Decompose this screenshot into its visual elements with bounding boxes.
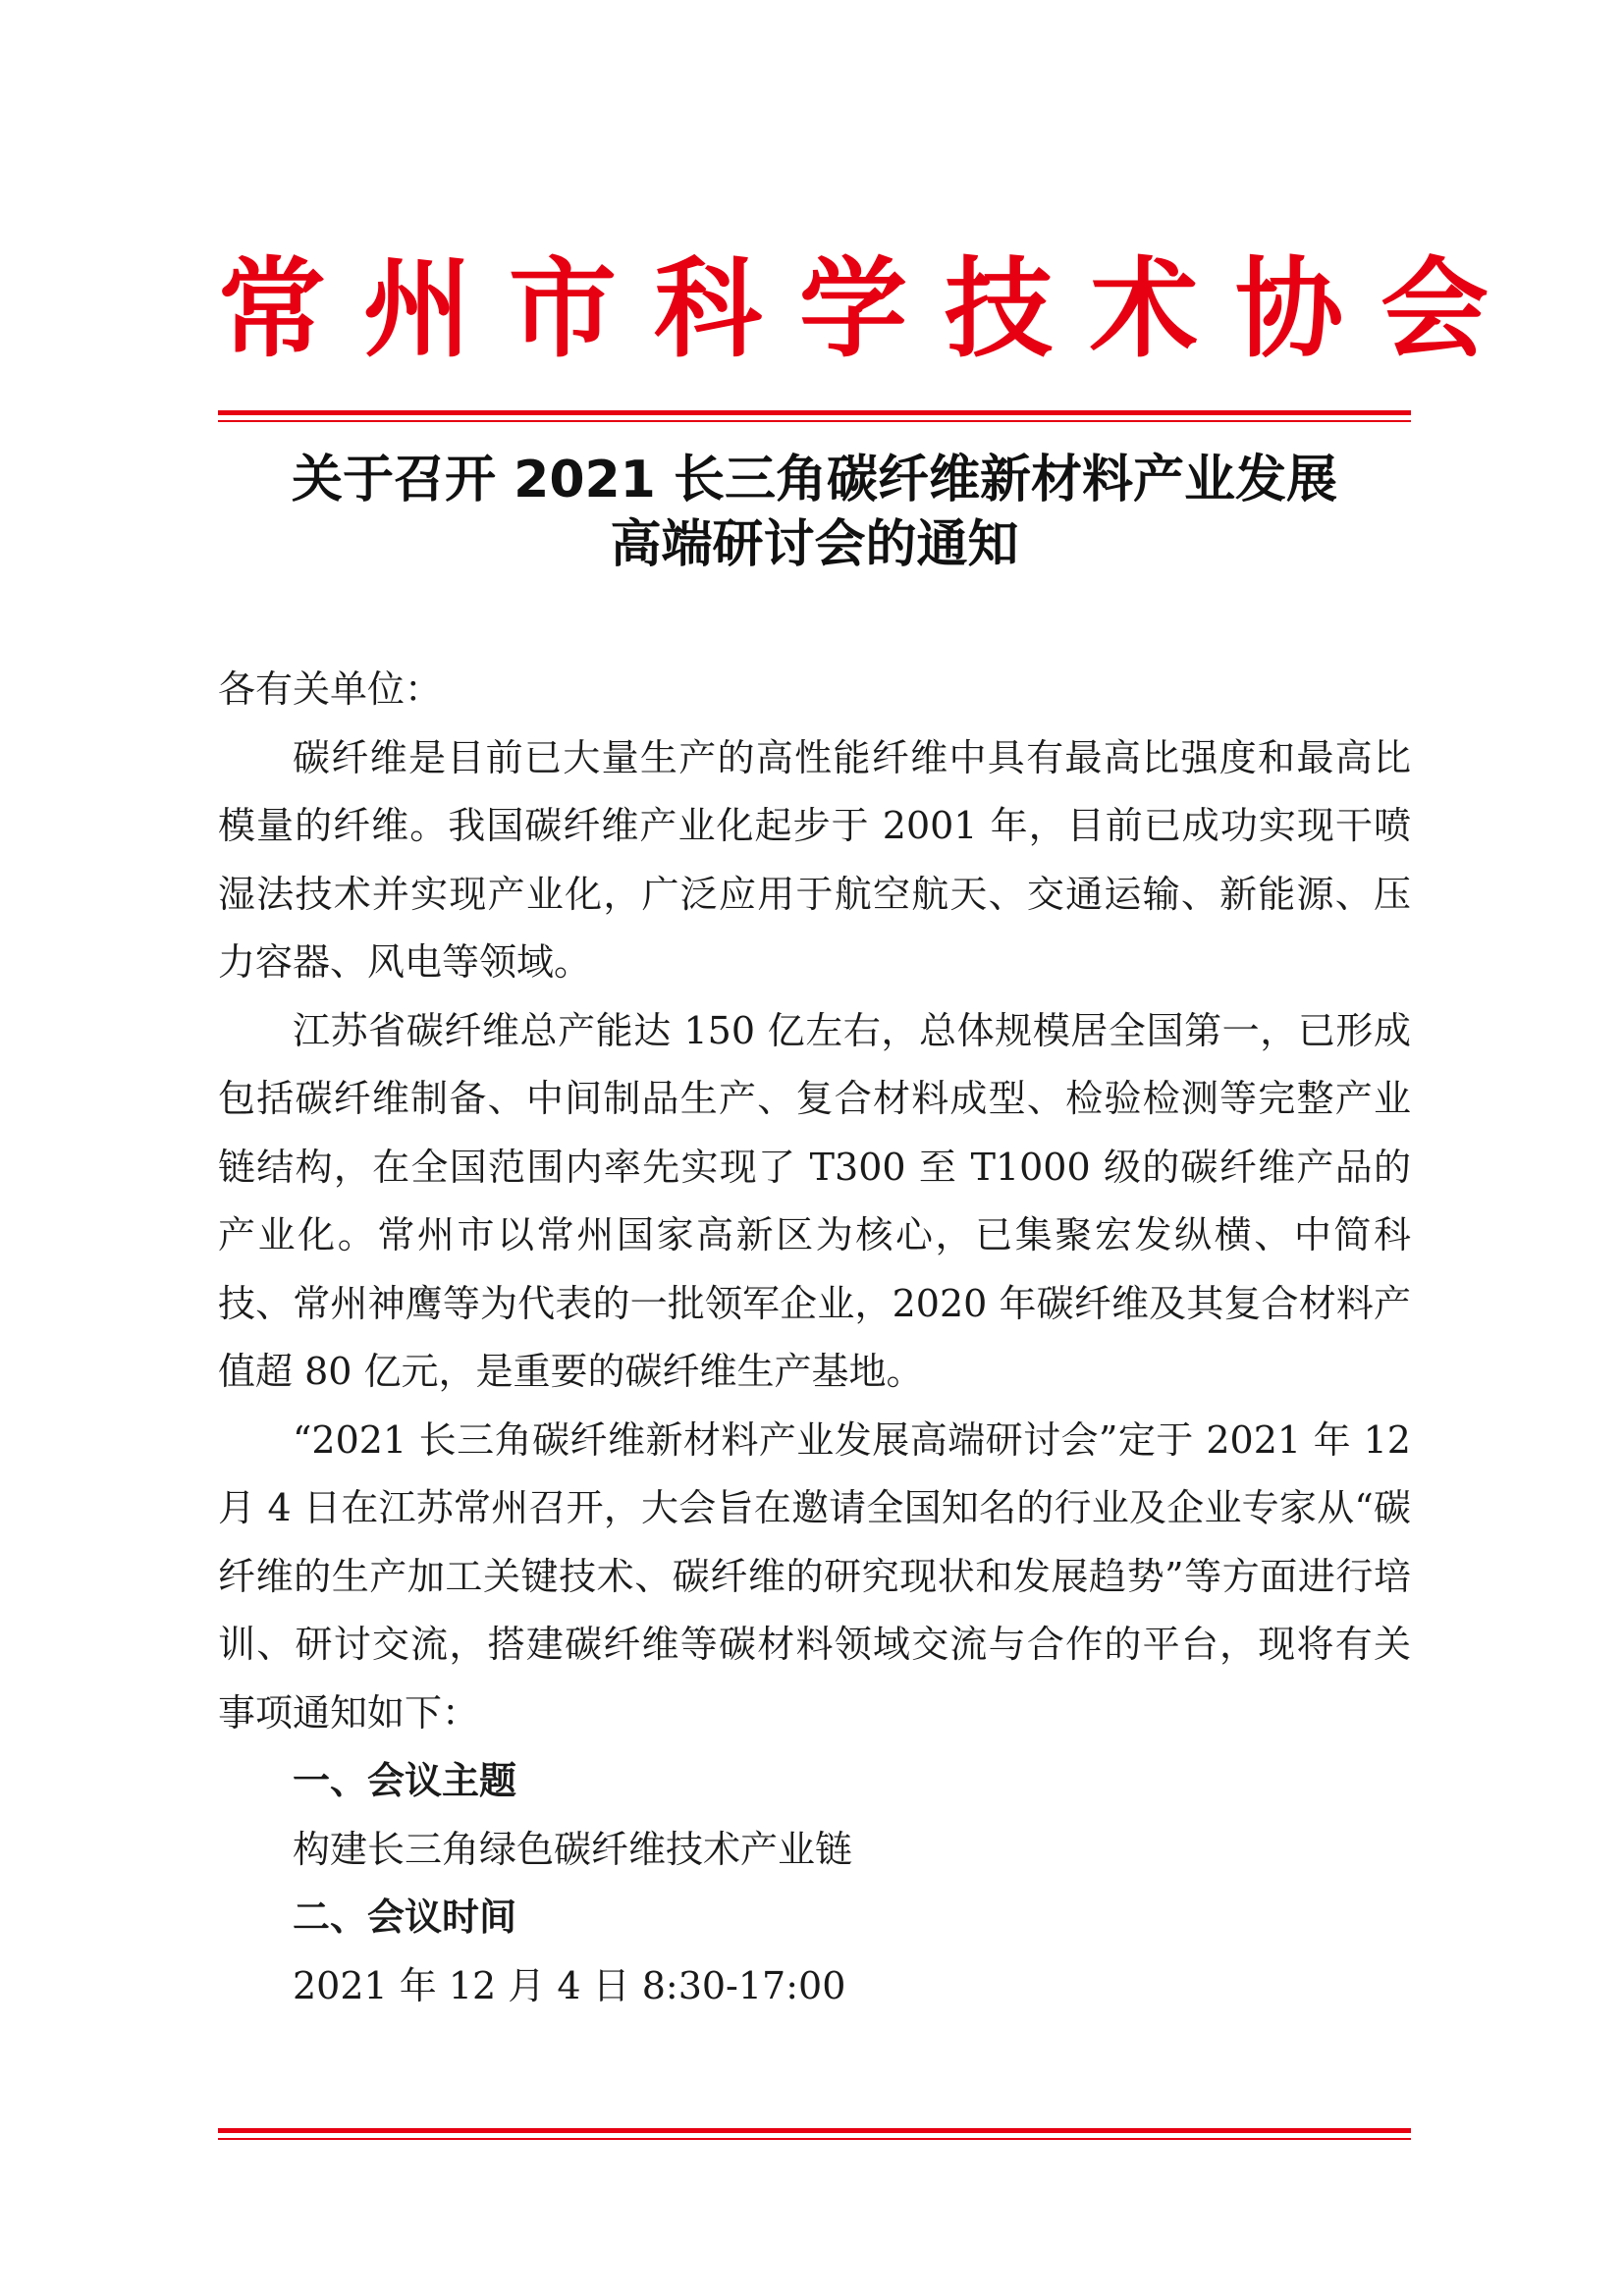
salutation: 各有关单位： <box>218 667 443 711</box>
section-content-time: 2021 年 12 月 4 日 8:30-17:00 <box>293 1963 846 2007</box>
notice-title-line-2: 高端研讨会的通知 <box>610 515 1019 574</box>
letterhead-rule-thick <box>218 410 1411 415</box>
section-content-theme: 构建长三角绿色碳纤维技术产业链 <box>293 1827 853 1871</box>
notice-body <box>218 656 1411 2020</box>
footer-rule-thick <box>218 2128 1411 2133</box>
footer-rule-thin <box>218 2138 1411 2140</box>
notice-title-line-1: 关于召开 2021 长三角碳纤维新材料产业发展 <box>292 451 1337 509</box>
section-heading-time: 二、会议时间 <box>293 1896 517 1939</box>
paragraph-carbon-fiber-intro: 碳纤维是目前已大量生产的高性能纤维中具有最高比强度和最高比模量的纤维。我国碳纤维产业化起步于 2001 年，目前已成功实现干喷湿法技术并实现产业化，广泛应用于航空航天、交通运输、新能源、压力容器、风电等领域。 <box>218 735 1411 984</box>
section-heading-theme: 一、会议主题 <box>293 1759 517 1802</box>
paragraph-conference-announcement: “2021 长三角碳纤维新材料产业发展高端研讨会”定于 2021 年 12 月 4 日在江苏常州召开，大会旨在邀请全国知名的行业及企业专家从“碳纤维的生产加工关键技术、碳纤维的研究现状和发展趋势”等方面进行培训、研讨交流，搭建碳纤维等碳材料领域交流与合作的平台，现将有关事项通知如下： <box>218 1417 1411 1735</box>
letterhead-rule-thin <box>218 420 1411 422</box>
paragraph-jiangsu-industry: 江苏省碳纤维总产能达 150 亿左右，总体规模居全国第一，已形成包括碳纤维制备、中间制品生产、复合材料成型、检验检测等完整产业链结构，在全国范围内率先实现了 T300 至 T1000 级的碳纤维产品的产业化。常州市以常州国家高新区为核心，已集聚宏发纵横、中简科技、常州神鹰等为代表的一批领军企业，2020 年碳纤维及其复合材料产值超 80 亿元，是重要的碳纤维生产基地。 <box>218 1008 1411 1393</box>
letterhead-org-name: 常州市科学技术协会 <box>218 246 1526 372</box>
